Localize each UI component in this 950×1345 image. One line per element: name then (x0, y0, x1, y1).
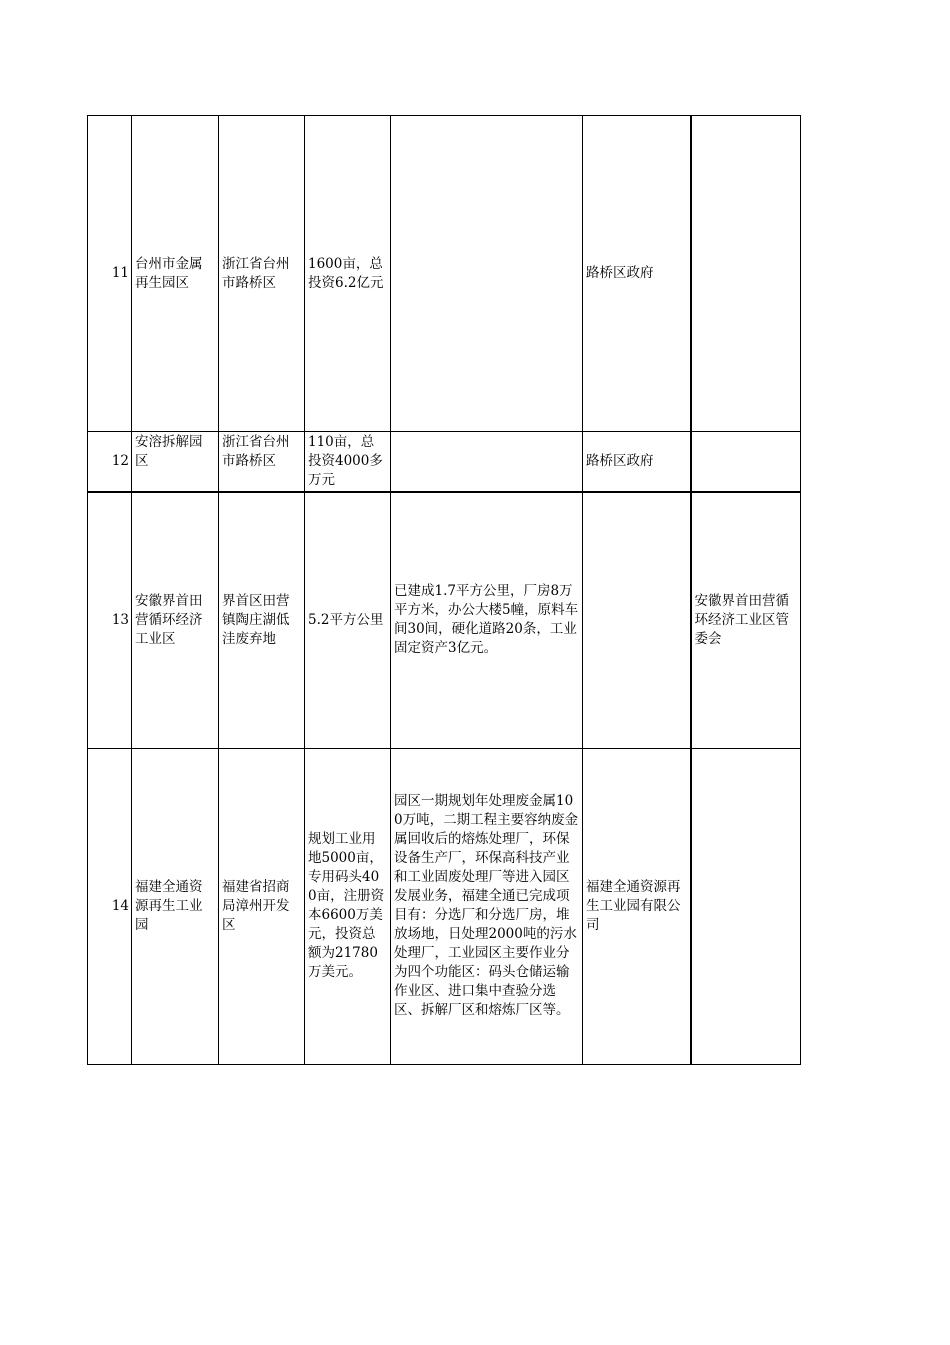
park-name-cell: 安溶拆解园区 (132, 432, 219, 493)
location-cell: 浙江省台州市路桥区 (219, 116, 305, 432)
row-number: 11 (88, 116, 132, 432)
row-number: 13 (88, 492, 132, 748)
data-table (87, 115, 801, 1065)
scale-cell: 1600亩，总投资6.2亿元 (305, 116, 391, 432)
table-row (88, 748, 801, 1064)
manager-cell: 安徽界首田营循环经济工业区管委会 (691, 492, 801, 748)
progress-cell: 园区一期规划年处理废金属100万吨，二期工程主要容纳废金属回收后的熔炼处理厂，环保设备生产厂，环保高科技产业和工业固废处理厂等进入园区发展业务，福建全通已完成项目有：分选厂和分选厂房，堆放场地，日处理2000吨的污水处理厂，工业园区主要作业分为四个功能区：码头仓储运输作业区、进口集中查验分选区、拆解厂区和熔炼厂区等。 (391, 748, 583, 1064)
owner-cell: 福建全通资源再生工业园有限公司 (583, 748, 691, 1064)
manager-cell (691, 432, 801, 493)
manager-cell (691, 748, 801, 1064)
progress-cell: 已建成1.7平方公里，厂房8万平方米，办公大楼5幢，原料车间30间，硬化道路20条，工业固定资产3亿元。 (391, 492, 583, 748)
park-name-cell: 福建全通资源再生工业园 (132, 748, 219, 1064)
row-number: 14 (88, 748, 132, 1064)
owner-cell: 路桥区政府 (583, 432, 691, 493)
table-row (88, 116, 801, 432)
park-name-cell: 台州市金属再生园区 (132, 116, 219, 432)
park-name-cell: 安徽界首田营循环经济工业区 (132, 492, 219, 748)
scale-cell: 110亩，总投资4000多万元 (305, 432, 391, 493)
manager-cell (691, 116, 801, 432)
scale-cell: 5.2平方公里 (305, 492, 391, 748)
location-cell: 界首区田营镇陶庄湖低洼废弃地 (219, 492, 305, 748)
table-row (88, 432, 801, 493)
owner-cell: 路桥区政府 (583, 116, 691, 432)
table-row (88, 492, 801, 748)
scale-cell: 规划工业用地5000亩，专用码头400亩，注册资本6600万美元，投资总额为21780万美元。 (305, 748, 391, 1064)
progress-cell (391, 432, 583, 493)
progress-cell (391, 116, 583, 432)
owner-cell (583, 492, 691, 748)
row-number: 12 (88, 432, 132, 493)
location-cell: 浙江省台州市路桥区 (219, 432, 305, 493)
location-cell: 福建省招商局漳州开发区 (219, 748, 305, 1064)
